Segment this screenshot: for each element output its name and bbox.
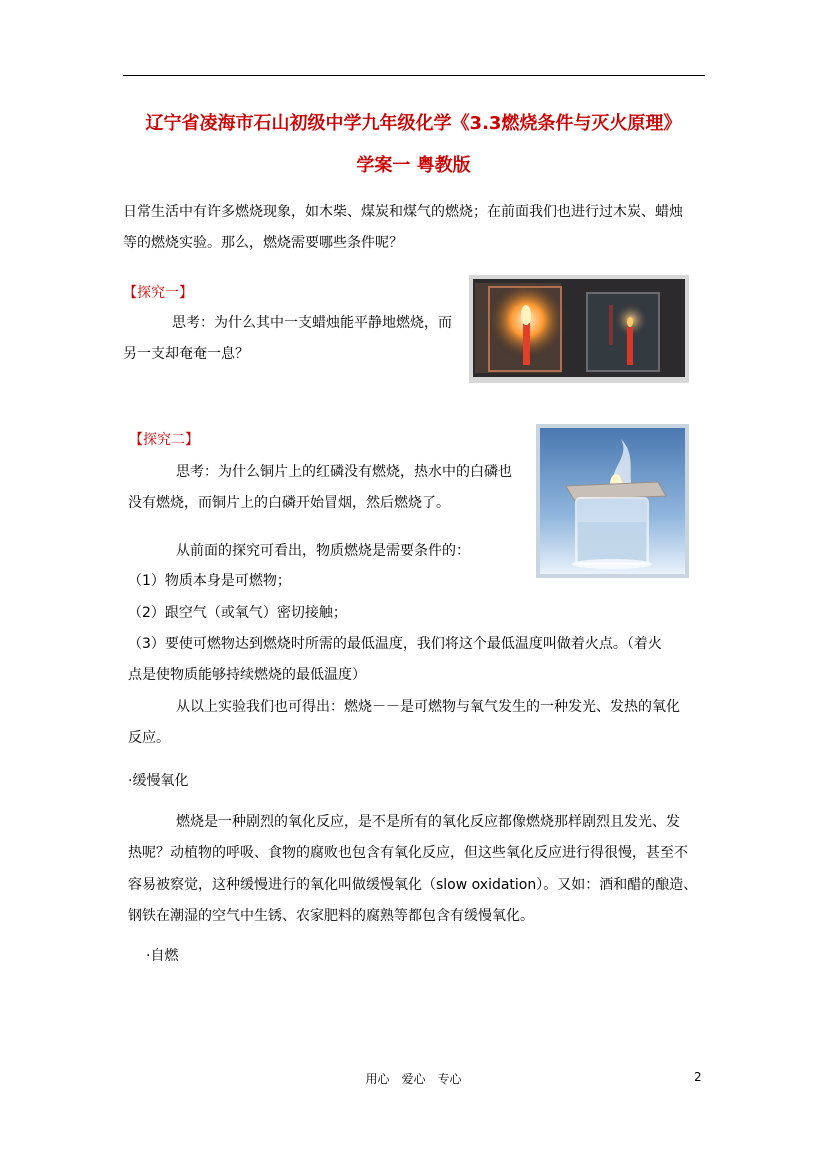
explore1-heading: 【探究一】: [123, 285, 193, 301]
slow-oxidation-line3: 容易被察觉，这种缓慢进行的氧化叫做缓慢氧化（slow oxidation）。又如：酒和醋的酿造、: [128, 877, 698, 893]
explore2-line2: 没有燃烧，而铜片上的白磷开始冒烟，然后燃烧了。: [128, 495, 450, 511]
slow-oxidation-heading: ·缓慢氧化: [128, 773, 189, 789]
condition-1: （1）物质本身是可燃物；: [128, 573, 291, 589]
spontaneous-combustion-heading: ·自燃: [146, 948, 179, 964]
slow-oxidation-line2: 热呢？动植物的呼吸、食物的腐败也包含有氧化反应，但这些氧化反应进行得很慢，甚至不: [128, 845, 688, 861]
page-title-line1: 辽宁省凌海市石山初级中学九年级化学《3.3燃烧条件与灭火原理》: [145, 113, 682, 134]
footer-motto: 用心 爱心 专心: [365, 1072, 462, 1086]
intro-line1: 日常生活中有许多燃烧现象，如木柴、煤炭和煤气的燃烧；在前面我们也进行过木炭、蜡烛: [123, 204, 683, 220]
page-title-line2: 学案一 粤教版: [356, 155, 471, 176]
condition-3: （3）要使可燃物达到燃烧时所需的最低温度，我们将这个最低温度叫做着火点。（着火: [128, 636, 662, 652]
slow-oxidation-line4: 钢铁在潮湿的空气中生锈、农家肥料的腐熟等都包含有缓慢氧化。: [128, 908, 534, 924]
explore1-line1: 思考：为什么其中一支蜡烛能平静地燃烧，而: [172, 315, 452, 331]
explore2-heading: 【探究二】: [129, 432, 199, 448]
condition-2: （2）跟空气（或氧气）密切接触；: [128, 605, 347, 621]
explore1-line2: 另一支却奄奄一息？: [123, 346, 249, 362]
definition-line1: 从以上实验我们也可得出：燃烧－－是可燃物与氧气发生的一种发光、发热的氧化: [176, 699, 680, 715]
header-rule: [123, 75, 705, 76]
definition-line2: 反应。: [128, 730, 170, 746]
condition-3-cont: 点是使物质能够持续燃烧的最低温度）: [128, 667, 366, 683]
conclusion-intro: 从前面的探究可看出，物质燃烧是需要条件的：: [176, 543, 470, 559]
page-number: 2: [694, 1070, 702, 1084]
phosphorus-experiment-image: [536, 424, 689, 578]
intro-line2: 等的燃烧实验。那么，燃烧需要哪些条件呢？: [123, 235, 403, 251]
candles-image: [469, 275, 689, 383]
explore2-line1: 思考：为什么铜片上的红磷没有燃烧，热水中的白磷也: [176, 464, 512, 480]
slow-oxidation-line1: 燃烧是一种剧烈的氧化反应，是不是所有的氧化反应都像燃烧那样剧烈且发光、发: [176, 814, 680, 830]
